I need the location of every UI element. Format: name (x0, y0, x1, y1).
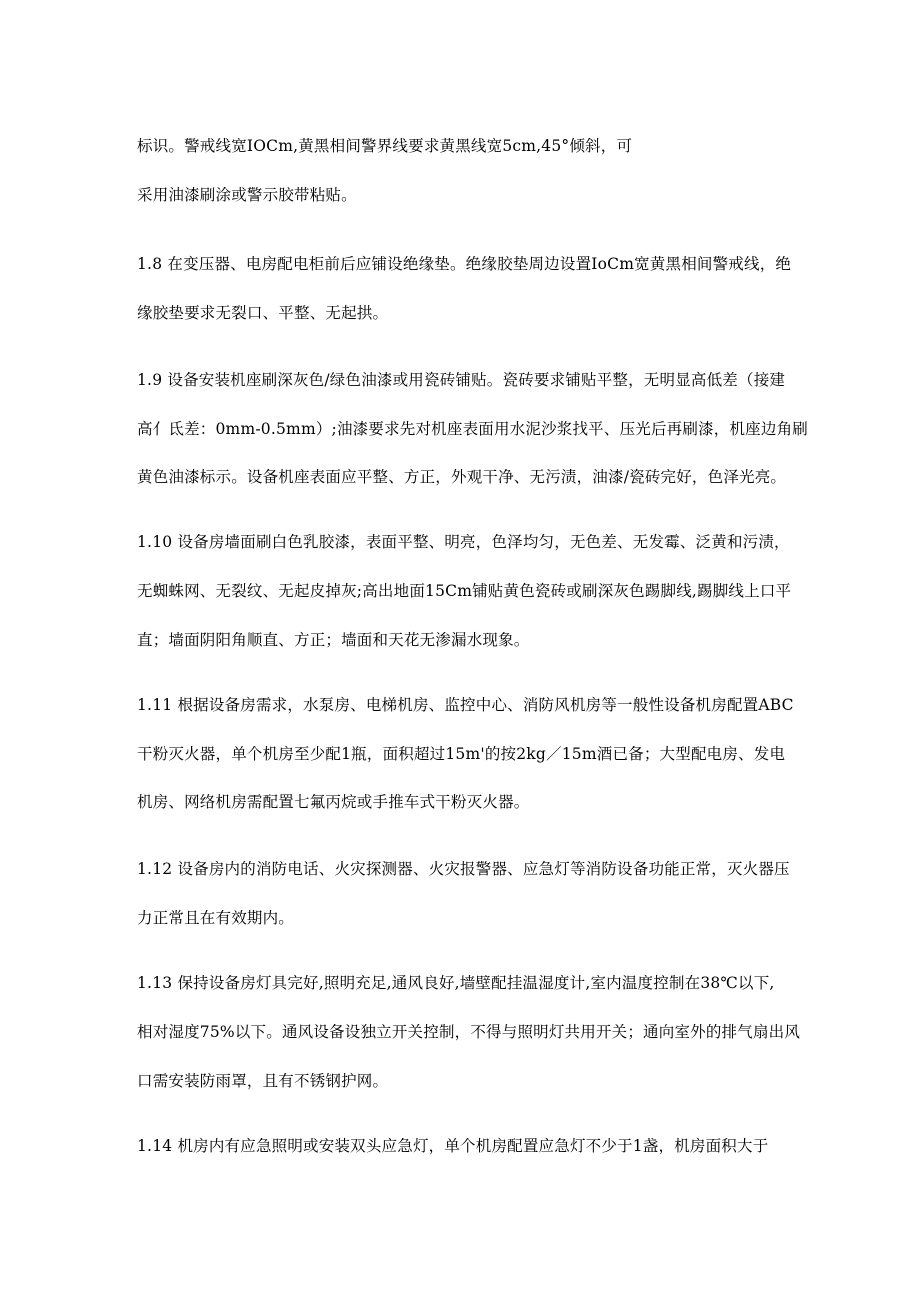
text-line: 采用油漆刷涂或警示胶带粘贴。 (137, 186, 357, 204)
text-line: 高亻氐差：0mm-0.5mm）;油漆要求先对机座表面用水泥沙浆找平、压光后再刷漆，机座边角刷 (137, 420, 808, 438)
text-line: 无蜘蛛网、无裂纹、无起皮掉灰;高出地面15Cm铺贴黄色瓷砖或刷深灰色踢脚线,踢脚线上口平 (137, 582, 792, 600)
text-line: 标识。警戒线宽IOCm,黄黑相间警界线要求黄黑线宽5cm,45°倾斜，可 (137, 137, 633, 155)
text-line: 1.11 根据设备房需求，水泵房、电梯机房、监控中心、消防风机房等一般性设备机房配置ABC (137, 696, 794, 714)
text-line: 1.14 机房内有应急照明或安装双头应急灯，单个机房配置应急灯不少于1盏，机房面积大于 (137, 1137, 769, 1155)
text-line: 口需安装防雨罩，且有不锈钢护网。 (137, 1072, 389, 1090)
text-line: 1.13 保持设备房灯具完好,照明充足,通风良好,墙壁配挂温湿度计,室内温度控制在38℃以下, (137, 974, 775, 992)
text-line: 干粉灭火器，单个机房至少配1瓶，面积超过15m'的按2kg／15m酒已备；大型配电房、发电 (137, 745, 786, 763)
text-line: 缘胶垫要求无裂口、平整、无起拱。 (137, 304, 389, 322)
text-line: 直；墙面阴阳角顺直、方正；墙面和天花无渗漏水现象。 (137, 631, 530, 649)
text-line: 黄色油漆标示。设备机座表面应平整、方正，外观干净、无污渍，油漆/瓷砖完好，色泽光亮。 (137, 468, 787, 486)
text-line: 1.10 设备房墙面刷白色乳胶漆，表面平整、明亮，色泽均匀，无色差、无发霉、泛黄和污渍， (137, 533, 790, 551)
text-line: 1.9 设备安装机座刷深灰色/绿色油漆或用瓷砖铺贴。瓷砖要求铺贴平整，无明显高低差（接建 (137, 371, 786, 389)
text-line: 1.12 设备房内的消防电话、火灾探测器、火灾报警器、应急灯等消防设备功能正常，灭火器压 (137, 860, 790, 878)
text-line: 力正常且在有效期内。 (137, 909, 295, 927)
text-line: 1.8 在变压器、电房配电柜前后应铺设绝缘垫。绝缘胶垫周边设置IoCm宽黄黑相间警戒线，绝 (137, 255, 792, 273)
text-line: 相对湿度75%以下。通风设备设独立开关控制，不得与照明灯共用开关；通向室外的排气扇出风 (137, 1023, 801, 1041)
text-line: 机房、网络机房需配置七氟丙烷或手推车式干粉灭火器。 (137, 793, 530, 811)
